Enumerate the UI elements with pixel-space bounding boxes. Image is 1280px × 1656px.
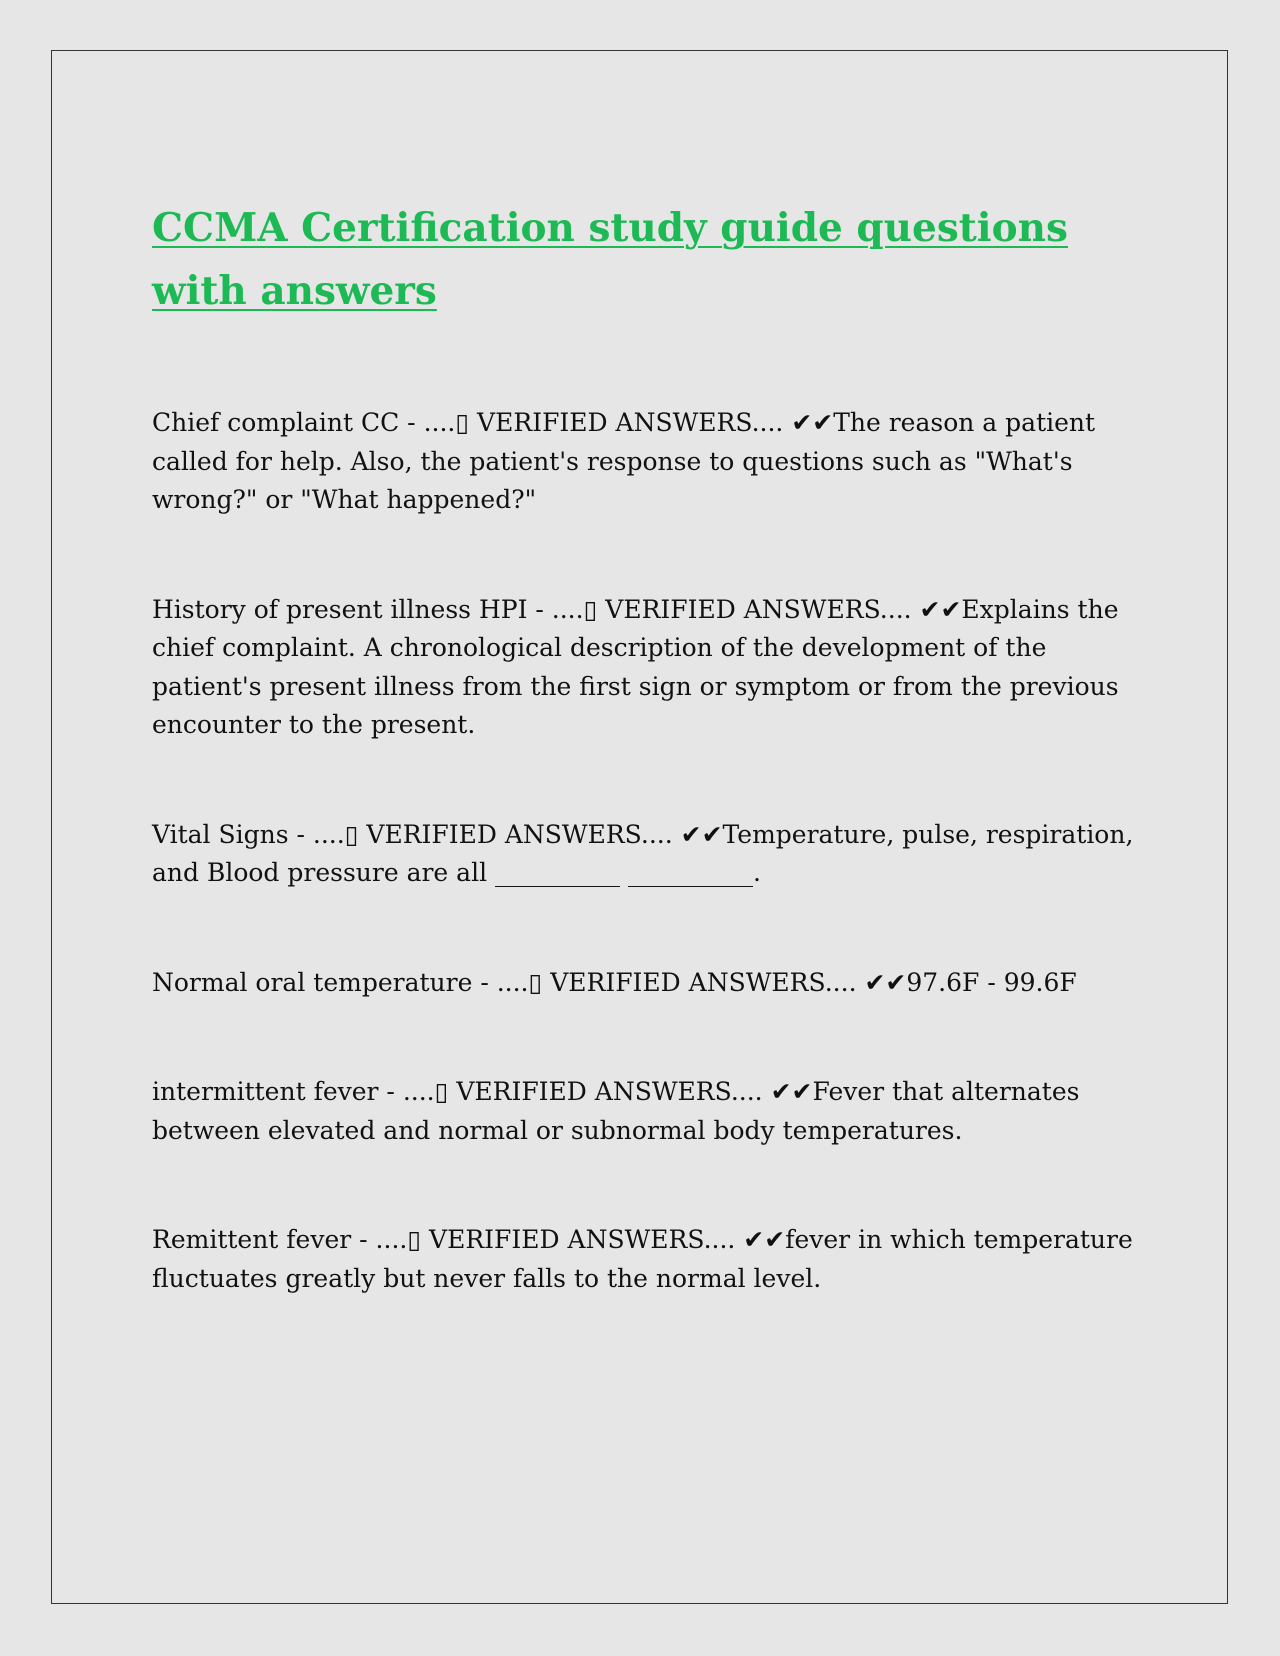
document-page <box>51 50 1228 1604</box>
qa-entry-vital-signs: Vital Signs - ....▯ VERIFIED ANSWERS.... ✔✔Temperature, pulse, respiration, and Blood pressure are all __________ __________. <box>152 819 1134 887</box>
qa-entry-chief-complaint: Chief complaint CC - ....▯ VERIFIED ANSWERS.... ✔✔The reason a patient called for help. Also, the patient's response to questions such as "What's wrong?" or "What happened?" <box>152 408 1096 514</box>
qa-entry-hpi: History of present illness HPI - ....▯ VERIFIED ANSWERS.... ✔✔Explains the chief complaint. A chronological description of the development of the patient's present illness from the first sign or symptom or from the previous encounter to the present. <box>152 594 1119 739</box>
qa-entry-oral-temperature: Normal oral temperature - ....▯ VERIFIED ANSWERS.... ✔✔97.6F - 99.6F <box>152 967 1077 997</box>
document-title: CCMA Certification study guide questions with answers <box>152 205 1068 314</box>
qa-entry-intermittent-fever: intermittent fever - ....▯ VERIFIED ANSWERS.... ✔✔Fever that alternates between elevated and normal or subnormal body temperatures. <box>152 1077 1080 1145</box>
qa-list <box>152 404 1142 1369</box>
qa-entry-remittent-fever: Remittent fever - ....▯ VERIFIED ANSWERS.... ✔✔fever in which temperature fluctuates greatly but never falls to the normal level. <box>152 1225 1133 1293</box>
